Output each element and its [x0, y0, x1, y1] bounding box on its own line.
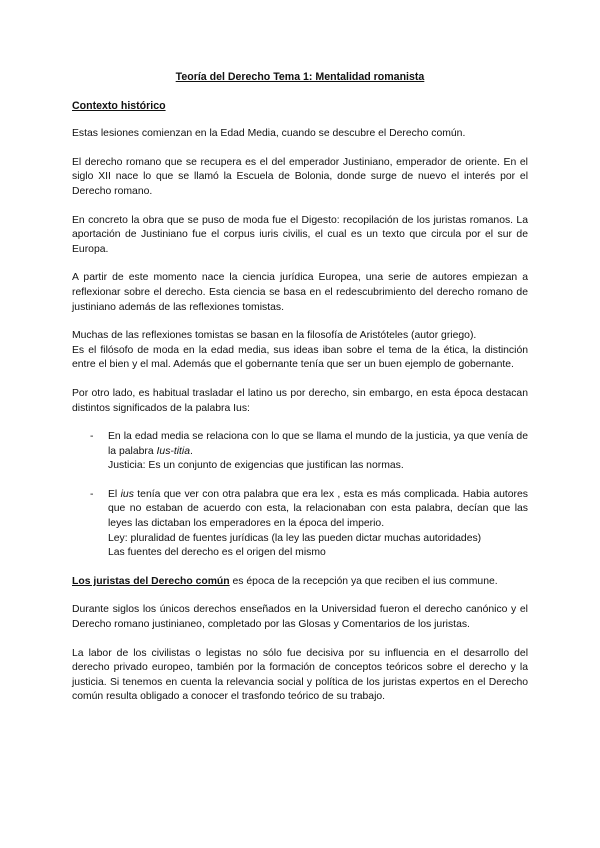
list-item-line: Ley: pluralidad de fuentes jurídicas (la ley las pueden dictar muchas autoridades): [108, 532, 482, 544]
paragraph-text: es época de la recepción ya que reciben el ius commune.: [229, 575, 498, 587]
list-item-text: tenía que ver con otra palabra que era lex , esta es más complicada. Habia autores que no estaban de acuerdo con esta, la relacionaban con esta palabra, decían que las leyes las dictaban los emperadores en la época del imperio.: [108, 488, 528, 530]
paragraph: Es el filósofo de moda en la edad media, sus ideas iban sobre el tema de la ética, la distinción entre el bien y el mal. Además que el gobernante tenía que ser un buen ejemplo de gobernante.: [72, 344, 528, 371]
list-item-italic: ius: [120, 488, 134, 500]
list-item: [72, 430, 528, 474]
paragraph: En concreto la obra que se puso de moda fue el Digesto: recopilación de los juristas romanos. La aportación de Justiniano fue el corpus iuris civilis, el cual es un texto que circula por el sur de Europa.: [72, 214, 528, 255]
list-item-text-end: .: [190, 445, 193, 457]
dash-list: [72, 430, 528, 561]
paragraph: Estas lesiones comienzan en la Edad Media, cuando se descubre el Derecho común.: [72, 128, 466, 140]
paragraph: Muchas de las reflexiones tomistas se basan en la filosofía de Aristóteles (autor griego).: [72, 330, 477, 342]
list-item-line: Justicia: Es un conjunto de exigencias que justifican las normas.: [108, 460, 404, 472]
paragraph: La labor de los civilistas o legistas no sólo fue decisiva por su influencia en el desarrollo del derecho privado europeo, también por la formación de conceptos teóricos sobre el derecho y la justicia. Si tenemos en cuenta la relevancia social y política de los juristas expertos en el Derecho común resulta obligado a conocer el trasfondo teórico de su trabajo.: [72, 647, 528, 703]
section-heading-contexto: Contexto histórico: [72, 99, 166, 112]
paragraph: A partir de este momento nace la ciencia jurídica Europea, una serie de autores empiezan a reflexionar sobre el derecho. Esta ciencia se basa en el redescubrimiento del derecho romano de justiniano además de las reflexiones tomistas.: [72, 272, 528, 313]
document-title: Teoría del Derecho Tema 1: Mentalidad romanista: [175, 71, 425, 83]
section-heading-juristas: Los juristas del Derecho común: [72, 575, 230, 587]
paragraph: Por otro lado, es habitual trasladar el latino us por derecho, sin embargo, en esta época destacan distintos significados de la palabra Ius:: [72, 387, 528, 414]
paragraph-juristas: [72, 575, 528, 590]
list-item-text-pre: El: [108, 488, 121, 500]
list-item-italic: Ius-titia: [156, 445, 191, 457]
paragraph: Durante siglos los únicos derechos enseñados en la Universidad fueron el derecho canónico y el Derecho romano justinianeo, completado por las Glosas y Comentarios de los juristas.: [72, 604, 528, 631]
list-item-text: En la edad media se relaciona con lo que se llama el mundo de la justicia, ya que venía de la palabra: [108, 431, 528, 457]
list-item: [72, 488, 528, 561]
paragraph: El derecho romano que se recupera es el del emperador Justiniano, emperador de oriente. En el siglo XII nace lo que se llamó la Escuela de Bolonia, donde surge de nuevo el interés por el Derecho romano.: [72, 156, 528, 197]
document-page: [72, 70, 528, 719]
list-item-line: Las fuentes del derecho es el origen del mismo: [108, 547, 326, 559]
